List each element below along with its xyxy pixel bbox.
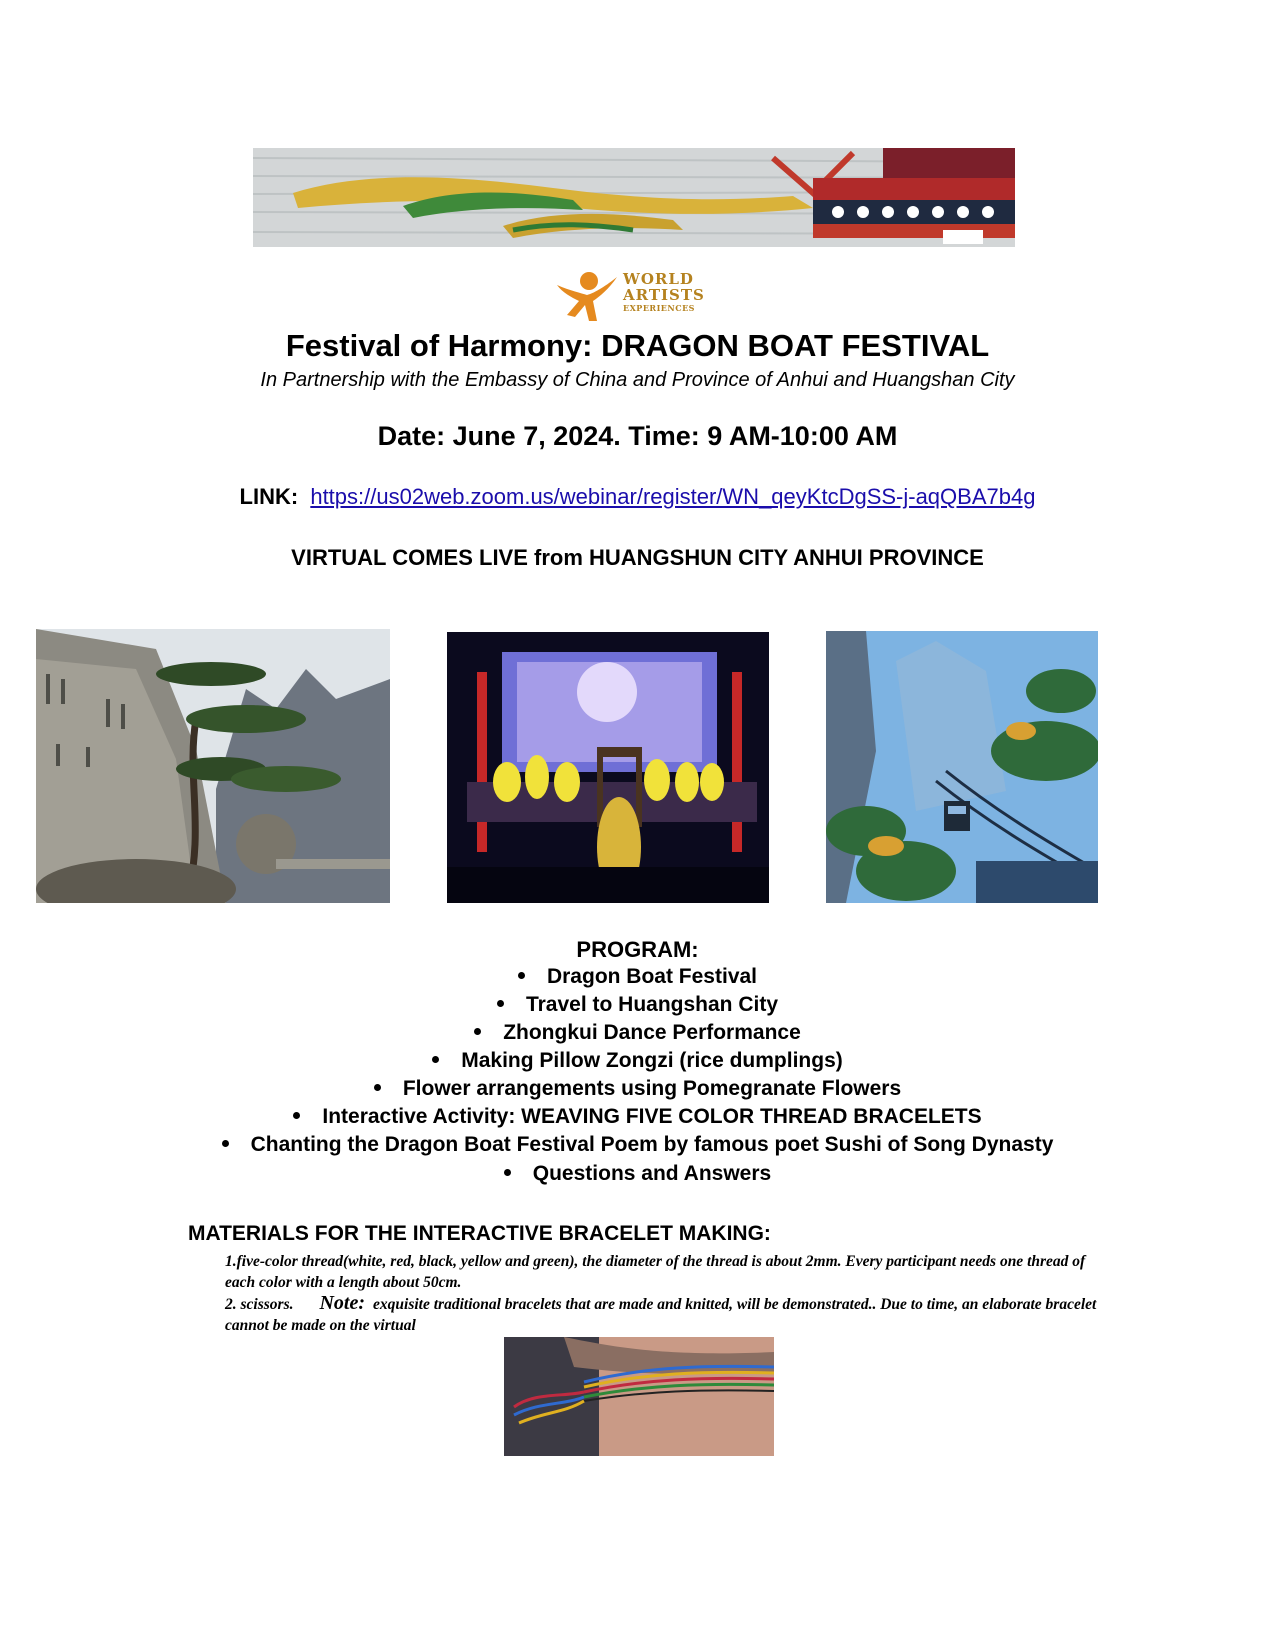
huangshan-pine-photo [36, 629, 390, 903]
partnership-subtitle: In Partnership with the Embassy of China and Province of Anhui and Huangshan City [260, 369, 1015, 391]
program-item: Making Pillow Zongzi (rice dumplings) [0, 1049, 1275, 1073]
bullet-icon [374, 1084, 381, 1091]
virtual-location-line: VIRTUAL COMES LIVE from HUANGSHUN CITY ANHUI PROVINCE [291, 545, 984, 570]
mountain-cable-car-photo [826, 631, 1098, 903]
logo-text-experiences: EXPERIENCES [623, 303, 695, 313]
program-heading: PROGRAM: [576, 937, 699, 962]
thread-bracelet-photo [504, 1337, 774, 1456]
bullet-icon [518, 972, 525, 979]
link-label: LINK: [239, 484, 299, 509]
materials-thread-text: 1.five-color thread(white, red, black, yellow and green), the diameter of the thread is about 2mm. Every participant needs one thread of each color with a length about 50cm. [225, 1253, 1086, 1291]
bullet-icon [474, 1028, 481, 1035]
event-date-time: Date: June 7, 2024. Time: 9 AM-10:00 AM [377, 421, 898, 451]
program-item: Chanting the Dragon Boat Festival Poem by famous poet Sushi of Song Dynasty [0, 1133, 1275, 1157]
bullet-icon [293, 1112, 300, 1119]
dragon-boat-banner-image [253, 148, 1015, 247]
program-item: Interactive Activity: WEAVING FIVE COLOR THREAD BRACELETS [0, 1105, 1275, 1129]
program-item: Travel to Huangshan City [0, 993, 1275, 1017]
program-item: Zhongkui Dance Performance [0, 1021, 1275, 1045]
materials-heading: MATERIALS FOR THE INTERACTIVE BRACELET MAKING: [188, 1222, 771, 1245]
bullet-icon [504, 1169, 511, 1176]
logo-text-artists: ARTISTS [623, 286, 705, 304]
registration-link-line [0, 484, 1275, 510]
zoom-registration-link[interactable]: https://us02web.zoom.us/webinar/register/WN_qeyKtcDgSS-j-aqQBA7b4g [310, 484, 1036, 509]
logo-text-world: WORLD [623, 270, 694, 288]
program-item: Flower arrangements using Pomegranate Flowers [0, 1077, 1275, 1101]
dance-performance-photo [447, 632, 769, 903]
bullet-icon [432, 1056, 439, 1063]
program-item: Questions and Answers [0, 1162, 1275, 1186]
note-label: Note: [319, 1292, 366, 1314]
materials-scissors-note-text: 2. scissors. Note: exquisite traditional bracelets that are made and knitted, will be demonstrated.. Due to time, an elaborate bracelet cannot be made on the virtual [225, 1292, 1097, 1334]
dancing-figure-logo-icon [553, 271, 619, 322]
program-item: Dragon Boat Festival [0, 965, 1275, 989]
bullet-icon [497, 1000, 504, 1007]
page-title: Festival of Harmony: DRAGON BOAT FESTIVAL [285, 328, 990, 363]
bullet-icon [222, 1140, 229, 1147]
world-artists-logo [553, 271, 713, 322]
